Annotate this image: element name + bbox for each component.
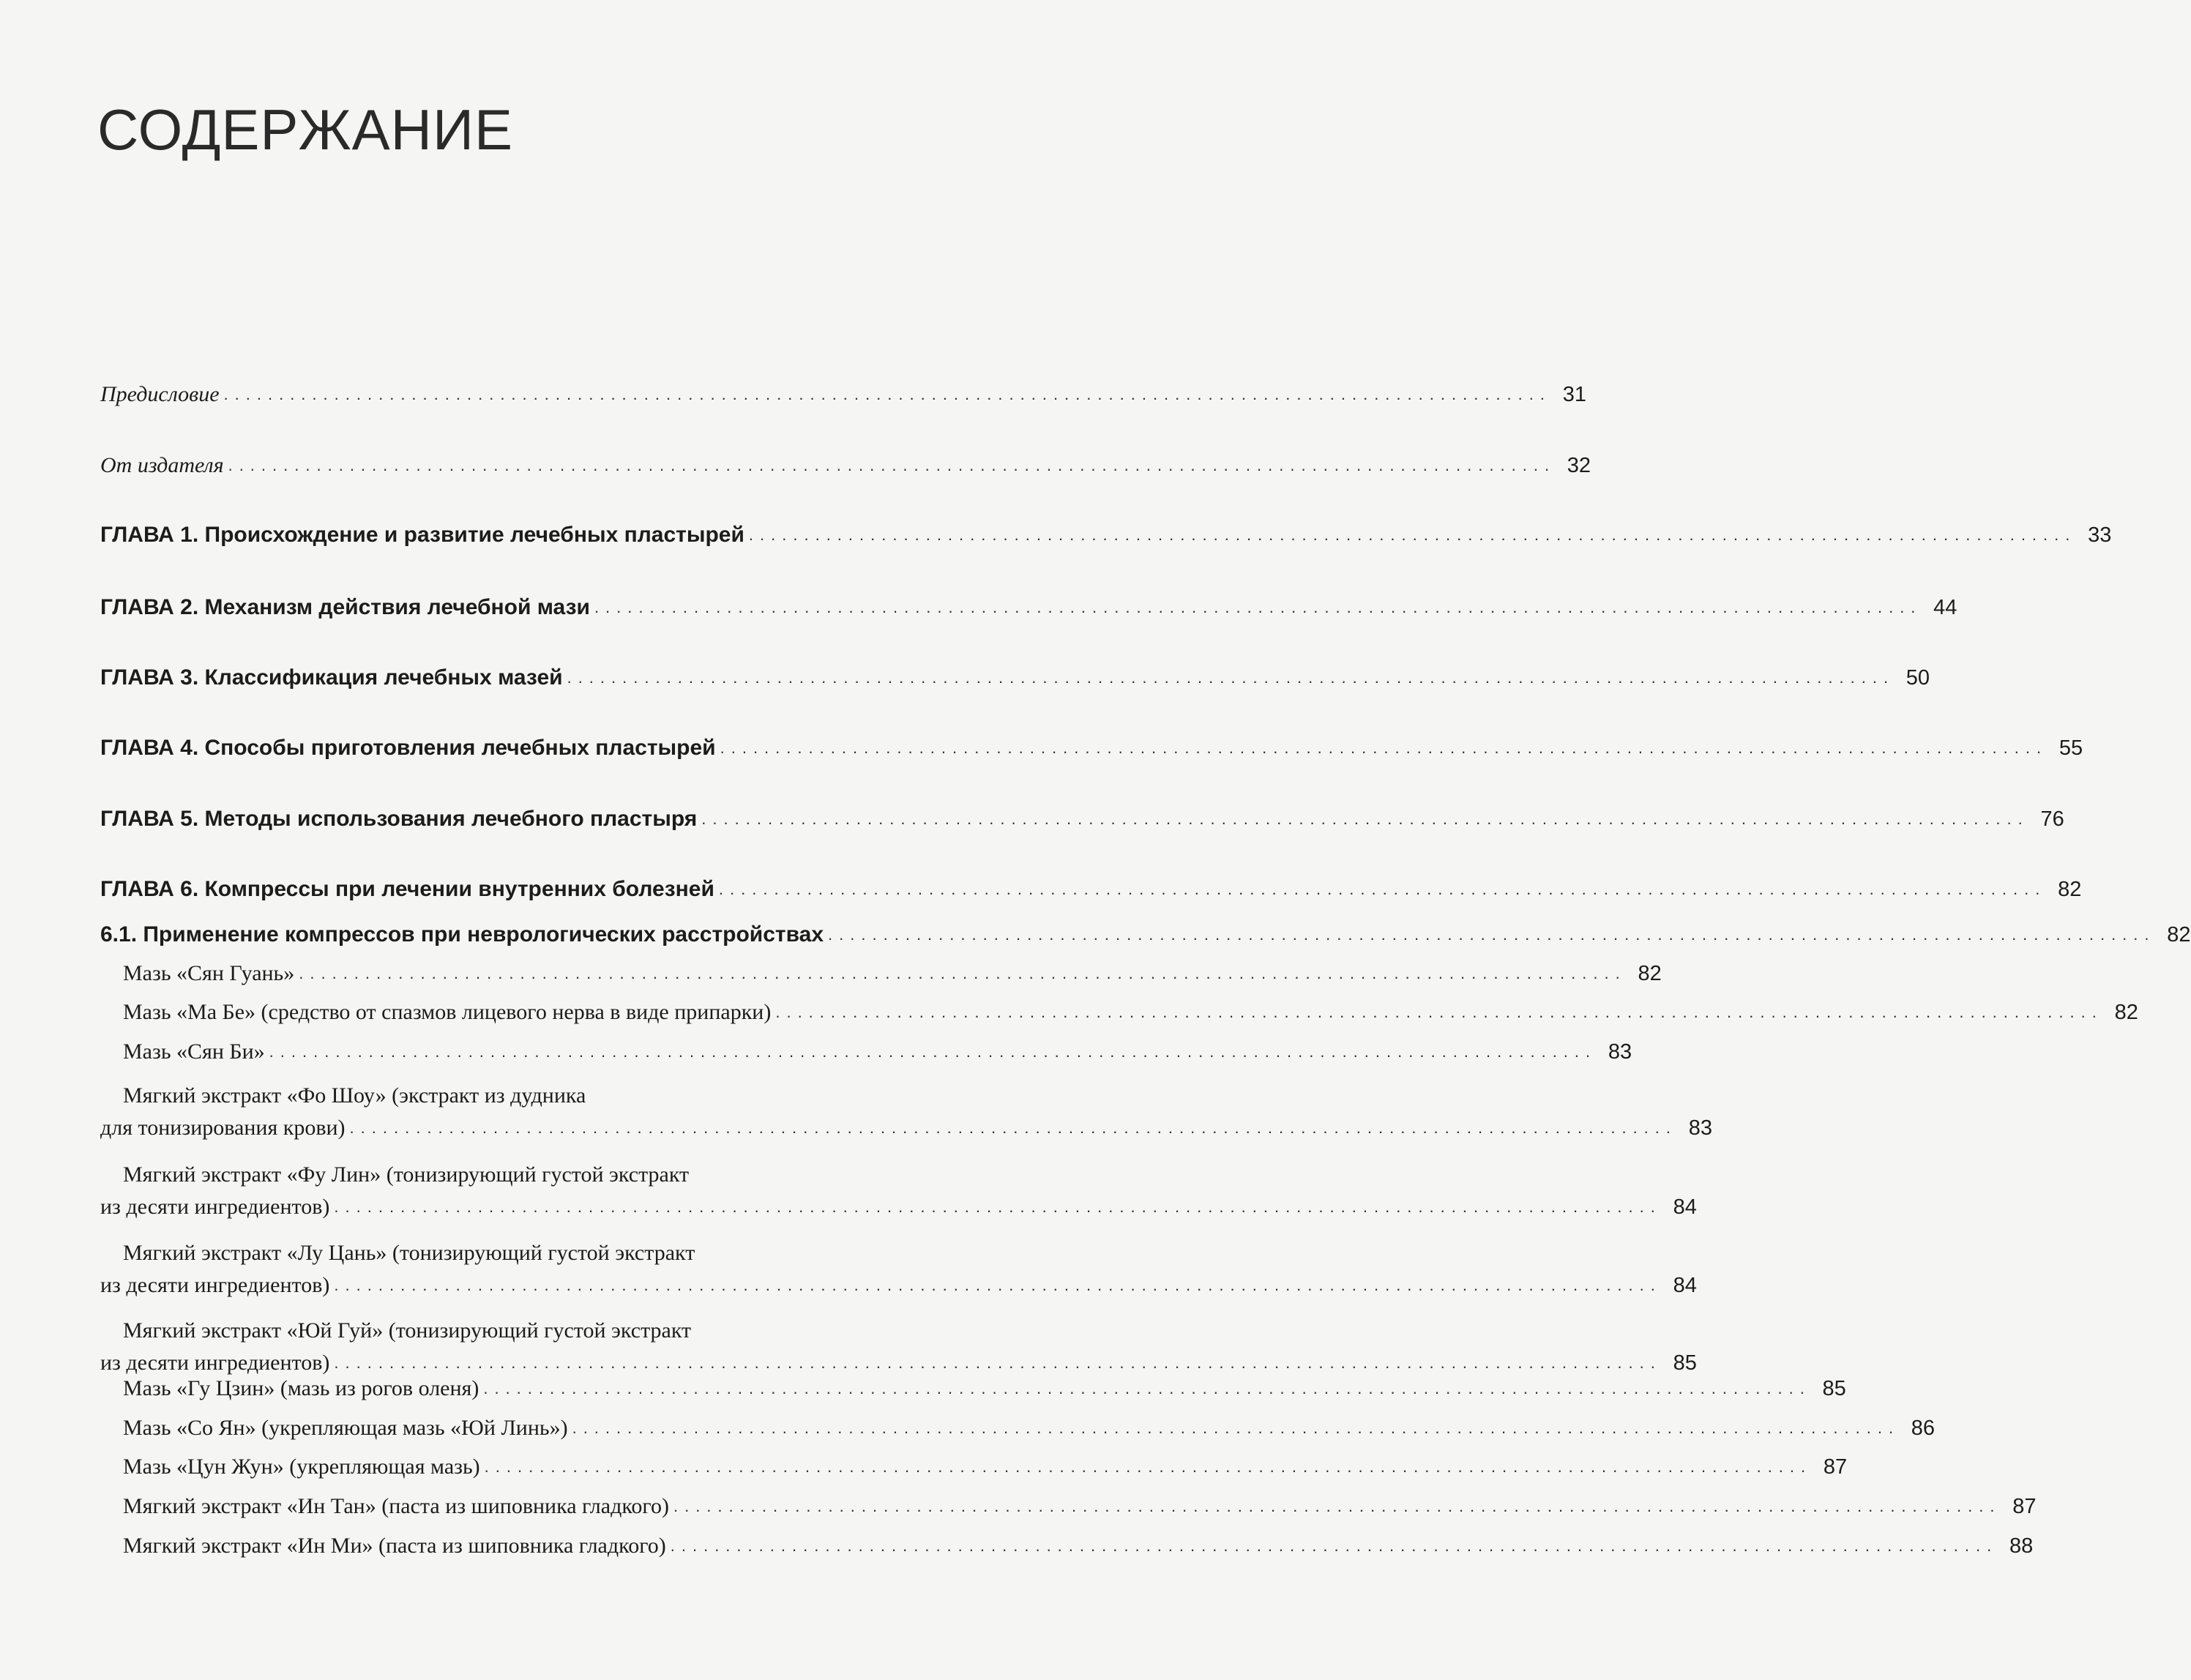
toc-entry-label: Мазь «Ма Бе» (средство от спазмов лицевого нерва в виде припарки) [123, 1000, 772, 1024]
toc-entry-page: 86 [1911, 1416, 1936, 1440]
toc-entry-chapter-3[interactable] [100, 664, 1930, 692]
toc-entry-page: 55 [2059, 736, 2083, 760]
toc-entry-label: Мягкий экстракт «Ин Ми» (паста из шиповника гладкого) [123, 1534, 666, 1558]
toc-entry-label-line2: из десяти ингредиентов) [100, 1195, 330, 1219]
toc-entry-chapter-4[interactable] [100, 734, 2083, 762]
dot-leader: ........................................................................................................................ [567, 668, 1895, 687]
toc-entry-label: ГЛАВА 4. Способы приготовления лечебных пластырей [100, 736, 716, 760]
dot-leader: ........................................................................................................................ [334, 1354, 1662, 1372]
toc-entry-page: 31 [1562, 383, 1586, 406]
toc-entry-page: 44 [1933, 596, 1957, 619]
toc-entry-page: 83 [1608, 1040, 1632, 1064]
toc-entry-label: Мазь «Сян Гуань» [123, 961, 295, 985]
dot-leader: ........................................................................................................................ [701, 810, 2029, 828]
dot-leader: ........................................................................................................................ [483, 1379, 1811, 1397]
toc-entry-publisher[interactable] [100, 452, 1591, 479]
dot-leader: ........................................................................................................................ [718, 880, 2047, 898]
toc-entry-page: 87 [2012, 1495, 2037, 1518]
toc-entry-label: Мазь «Со Ян» (укрепляющая мазь «Юй Линь») [123, 1416, 568, 1440]
toc-entry-label: ГЛАВА 2. Механизм действия лечебной мази [100, 595, 590, 619]
toc-entry-item[interactable] [100, 1313, 1697, 1377]
dot-leader: ........................................................................................................................ [299, 964, 1627, 982]
dot-leader: ........................................................................................................................ [670, 1537, 1998, 1555]
toc-entry-label: Мазь «Цун Жун» (укрепляющая мазь) [123, 1455, 480, 1479]
dot-leader: ........................................................................................................................ [349, 1119, 1678, 1137]
toc-entry-item[interactable] [100, 1157, 1697, 1221]
toc-entry-label: ГЛАВА 3. Классификация лечебных мазей [100, 665, 563, 690]
dot-leader: ........................................................................................................................ [748, 526, 2077, 544]
toc-entry-page: 50 [1906, 666, 1930, 690]
toc-entry-page: 88 [2009, 1534, 2034, 1558]
toc-entry-label-line2: для тонизирования крови) [100, 1116, 346, 1140]
dot-leader: ........................................................................................................................ [334, 1276, 1662, 1294]
dot-leader: ........................................................................................................................ [228, 456, 1556, 474]
toc-entry-chapter-6[interactable] [100, 876, 2082, 903]
toc-entry-label-line1: Мягкий экстракт «Лу Цань» (тонизирующий густой экстракт [123, 1241, 695, 1265]
toc-entry-page: 76 [2040, 807, 2064, 831]
toc-entry-page: 82 [1638, 962, 1662, 985]
toc-entry-item[interactable] [123, 998, 2138, 1026]
toc-entry-page: 83 [1688, 1116, 1713, 1140]
toc-entry-page: 87 [1823, 1455, 1848, 1479]
dot-leader: ........................................................................................................................ [775, 1003, 2103, 1021]
toc-entry-page: 85 [1673, 1351, 1697, 1375]
toc-entry-item[interactable] [100, 1235, 1697, 1299]
dot-leader: ........................................................................................................................ [594, 598, 1922, 616]
toc-entry-label: 6.1. Применение компрессов при неврологических расстройствах [100, 922, 824, 947]
toc-entry-label: Предисловие [100, 382, 220, 406]
toc-entry-label-line1: Мягкий экстракт «Юй Гуй» (тонизирующий густой экстракт [123, 1318, 692, 1343]
toc-entry-page: 82 [2114, 1001, 2138, 1024]
dot-leader: ........................................................................................................................ [269, 1042, 1597, 1061]
dot-leader: ........................................................................................................................ [484, 1457, 1813, 1476]
toc-entry-label-line2: из десяти ингредиентов) [100, 1351, 330, 1375]
toc-entry-label: От издателя [100, 453, 224, 477]
toc-entry-label-line2: из десяти ингредиентов) [100, 1273, 330, 1297]
toc-entry-label: Мазь «Гу Цзин» (мазь из рогов оленя) [123, 1376, 479, 1400]
toc-entry-chapter-5[interactable] [100, 805, 2064, 833]
toc-entry-page: 33 [2088, 523, 2112, 547]
toc-entry-preface[interactable] [100, 381, 1586, 408]
dot-leader: ........................................................................................................................ [334, 1198, 1662, 1216]
dot-leader: ........................................................................................................................ [673, 1497, 2001, 1515]
toc-entry-chapter-1[interactable] [100, 521, 2112, 549]
toc-entry-item[interactable] [123, 960, 1662, 988]
toc-entry-label: ГЛАВА 6. Компрессы при лечении внутренних болезней [100, 877, 714, 901]
toc-entry-page: 85 [1822, 1377, 1846, 1400]
toc-entry-item[interactable] [123, 1453, 1848, 1481]
page-title: СОДЕРЖАНИЕ [97, 97, 514, 162]
toc-entry-label: ГЛАВА 1. Происхождение и развитие лечебных пластырей [100, 523, 744, 547]
toc-entry-page: 32 [1567, 454, 1591, 477]
toc-entry-page: 82 [2167, 923, 2191, 947]
dot-leader: ........................................................................................................................ [720, 739, 2048, 757]
toc-entry-item[interactable] [123, 1375, 1846, 1403]
toc-entry-item[interactable] [123, 1038, 1632, 1066]
toc-entry-item[interactable] [123, 1532, 2034, 1560]
toc-entry-item[interactable] [123, 1414, 1936, 1442]
toc-entry-item[interactable] [100, 1078, 1713, 1142]
toc-entry-label: Мазь «Сян Би» [123, 1039, 265, 1064]
toc-entry-page: 84 [1673, 1195, 1697, 1219]
toc-entry-item[interactable] [123, 1493, 2037, 1520]
dot-leader: ........................................................................................................................ [223, 385, 1551, 403]
toc-entry-page: 84 [1673, 1274, 1697, 1297]
toc-entry-label-line1: Мягкий экстракт «Фу Лин» (тонизирующий густой экстракт [123, 1162, 690, 1187]
dot-leader: ........................................................................................................................ [572, 1419, 1900, 1437]
toc-entry-label: ГЛАВА 5. Методы использования лечебного пластыря [100, 807, 698, 831]
toc-entry-label-line1: Мягкий экстракт «Фо Шоу» (экстракт из дудника [123, 1083, 586, 1108]
dot-leader: ........................................................................................................................ [828, 925, 2156, 944]
toc-entry-section-6-1[interactable] [100, 921, 2191, 949]
toc-entry-page: 82 [2058, 878, 2082, 901]
toc-entry-chapter-2[interactable] [100, 594, 1957, 621]
toc-entry-label: Мягкий экстракт «Ин Тан» (паста из шиповника гладкого) [123, 1494, 669, 1518]
